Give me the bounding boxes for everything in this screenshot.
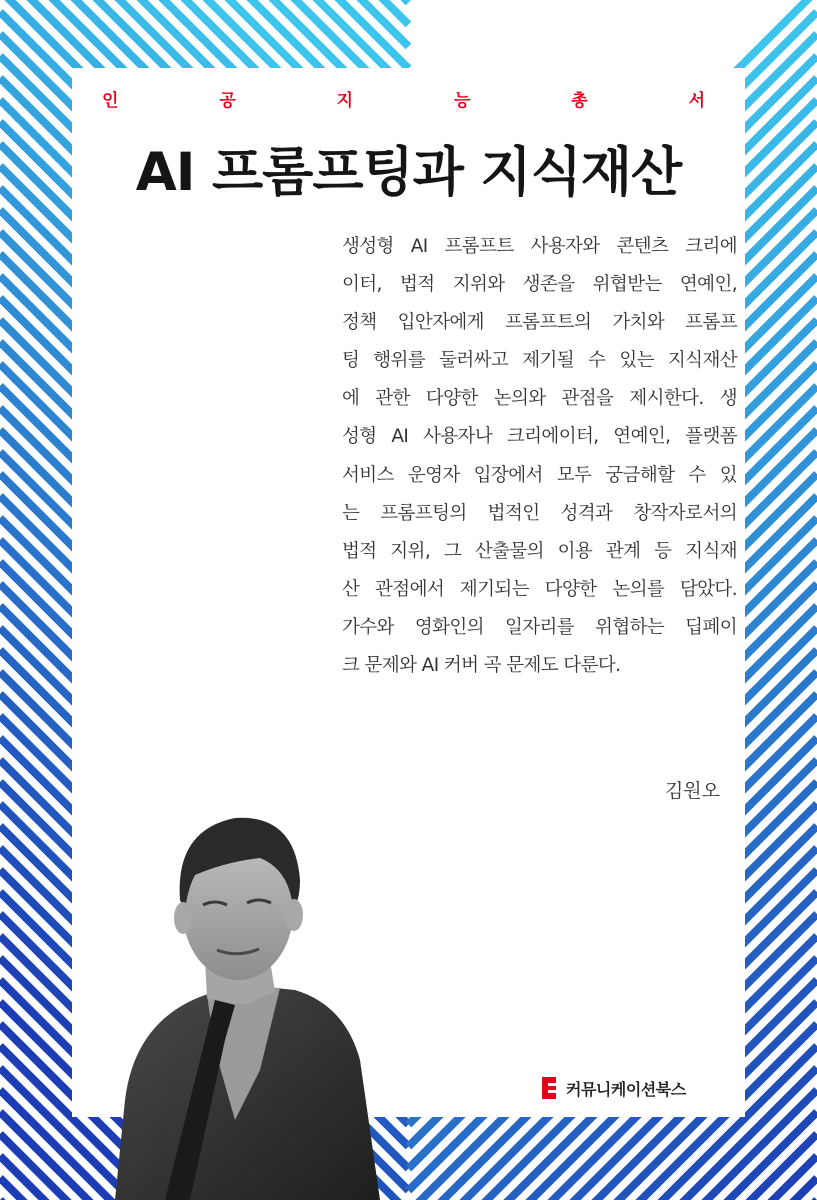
series-char: 공 xyxy=(219,91,236,111)
description-line: 이터, 법적 지위와 생존을 위협받는 연예인, xyxy=(342,274,737,296)
series-char: 서 xyxy=(688,91,705,111)
description-line: 생성형 AI 프롬프트 사용자와 콘텐츠 크리에 xyxy=(342,236,737,257)
book-description xyxy=(342,228,737,685)
series-char: 능 xyxy=(453,91,471,111)
description-line: 팅 행위를 둘러싸고 제기될 수 있는 지식재산 xyxy=(342,350,737,372)
description-line: 크 문제와 AI 커버 곡 문제도 다룬다. xyxy=(342,655,621,677)
description-line: 산 관점에서 제기되는 다양한 논의를 담았다. xyxy=(342,578,737,600)
author-name: 김원오 xyxy=(664,780,720,802)
description-line: 가수와 영화인의 일자리를 위협하는 딥페이 xyxy=(342,616,737,638)
series-char: 지 xyxy=(336,91,354,111)
description-line: 에 관한 다양한 논의와 관점을 제시한다. 생 xyxy=(342,388,737,410)
red-bracket-logo-icon xyxy=(540,1076,560,1100)
series-label xyxy=(72,86,745,111)
book-title: AI 프롬프팅과 지식재산 xyxy=(135,142,682,203)
description-line: 서비스 운영자 입장에서 모두 궁금해할 수 있 xyxy=(342,464,737,486)
description-line: 법적 지위, 그 산출물의 이용 관계 등 지식재 xyxy=(342,540,737,562)
series-char: 총 xyxy=(571,91,588,111)
description-line: 정책 입안자에게 프롬프트의 가치와 프롬프 xyxy=(342,312,737,334)
author-portrait-image xyxy=(95,800,385,1200)
publisher-logo xyxy=(540,1076,686,1100)
publisher-name: 커뮤니케이션북스 xyxy=(566,1079,686,1099)
series-char: 인 xyxy=(102,91,119,111)
description-line: 성형 AI 사용자나 크리에이터, 연예인, 플랫폼 xyxy=(342,426,737,448)
description-line: 는 프롬프팅의 법적인 성격과 창작자로서의 xyxy=(342,502,737,524)
